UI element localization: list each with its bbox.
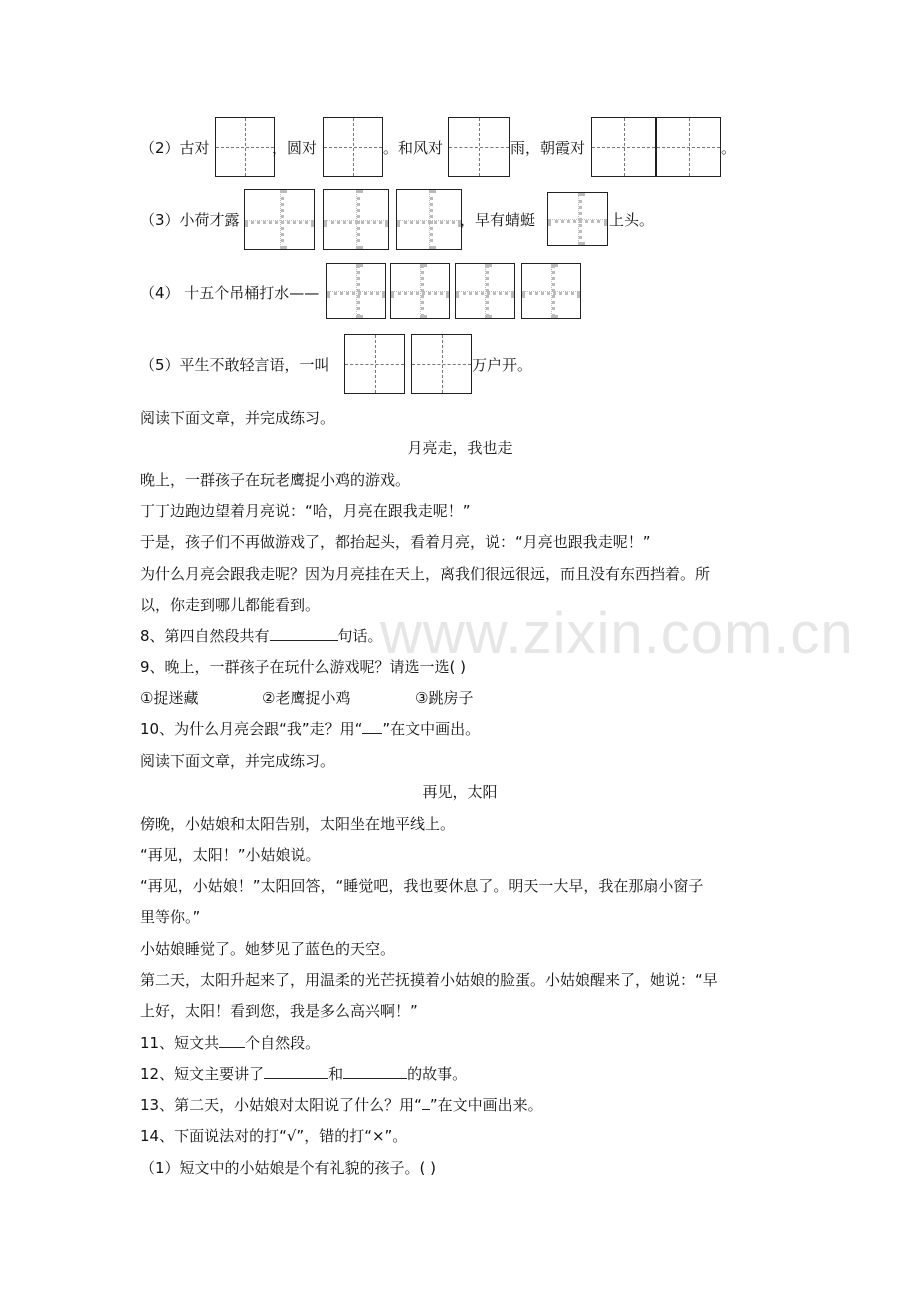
- reading2-paragraph: 第二天，太阳升起来了，用温柔的光芒抚摸着小姑娘的脸蛋。小姑娘醒来了，她说：“早: [140, 971, 718, 989]
- reading1-paragraph: 晚上，一群孩子在玩老鹰捉小鸡的游戏。: [140, 471, 411, 489]
- char-box[interactable]: [215, 117, 275, 177]
- question-9-options: [140, 688, 473, 708]
- char-box[interactable]: [521, 263, 581, 319]
- answer-blank[interactable]: [219, 1033, 245, 1048]
- q2-text-c: 。和风对: [383, 139, 444, 157]
- q8-text-a: 8、第四自然段共有: [140, 627, 270, 645]
- q2-text-a: （2）古对: [140, 139, 210, 157]
- q2-text-e: 。: [721, 139, 737, 157]
- question-14: 14、下面说法对的打“√”，错的打“×”。: [140, 1127, 408, 1145]
- reading1-title: 月亮走，我也走: [407, 439, 513, 457]
- q12-text-a: 12、短文主要讲了: [140, 1065, 265, 1083]
- q8-text-b: 句话。: [337, 627, 383, 645]
- reading2-paragraph: 傍晚，小姑娘和太阳告别，太阳坐在地平线上。: [140, 815, 456, 833]
- question-8: [140, 626, 383, 646]
- reading1-paragraph: 为什么月亮会跟我走呢？因为月亮挂在天上，离我们很远很远，而且没有东西挡着。所: [140, 565, 711, 583]
- watermark: www.zixin.com.cn: [380, 601, 854, 666]
- answer-blank[interactable]: [343, 1064, 407, 1079]
- reading2-paragraph: 上好，太阳！看到您，我是多么高兴啊！”: [140, 1002, 418, 1020]
- reading1-intro: 阅读下面文章，并完成练习。: [140, 409, 336, 427]
- question-10: [140, 719, 480, 739]
- char-box[interactable]: [411, 334, 472, 394]
- reading2-paragraph: “再见，太阳！”小姑娘说。: [140, 846, 321, 864]
- q3-text-b: ，早有蜻蜓: [460, 211, 536, 229]
- reading1-paragraph: 以，你走到哪儿都能看到。: [140, 596, 321, 614]
- question-12: [140, 1064, 467, 1084]
- char-box[interactable]: [591, 117, 656, 177]
- option-2[interactable]: ②老鹰捉小鸡: [262, 689, 351, 707]
- char-box[interactable]: [448, 117, 510, 177]
- char-box[interactable]: [656, 117, 721, 177]
- answer-blank[interactable]: [270, 626, 338, 641]
- q5-text-b: 万户开。: [472, 356, 533, 374]
- q10-text-a: 10、为什么月亮会跟“我”走？用“: [140, 720, 363, 738]
- q2-text-b: ，圆对: [272, 139, 318, 157]
- char-box[interactable]: [390, 263, 450, 319]
- reading2-paragraph: “再见，小姑娘！”太阳回答，“睡觉吧，我也要休息了。明天一大早，我在那扇小窗子: [140, 877, 704, 895]
- char-box[interactable]: [344, 334, 405, 394]
- underline-mark: [362, 719, 382, 734]
- underline-mark: [422, 1095, 430, 1110]
- q2-text-d: 雨，朝霞对: [510, 139, 586, 157]
- reading2-title: 再见，太阳: [422, 783, 498, 801]
- q5-text-a: （5）平生不敢轻言语，一叫: [140, 356, 330, 374]
- question-13: [140, 1095, 543, 1115]
- q11-text-a: 11、短文共: [140, 1034, 220, 1052]
- q4-text-a: （4） 十五个吊桶打水——: [140, 284, 320, 302]
- reading1-paragraph: 于是，孩子们不再做游戏了，都抬起头，看着月亮，说：“月亮也跟我走呢！”: [140, 533, 651, 551]
- q10-text-b: ”在文中画出。: [382, 720, 481, 738]
- char-box[interactable]: [244, 189, 315, 250]
- q12-text-c: 的故事。: [407, 1065, 468, 1083]
- char-box[interactable]: [547, 192, 608, 246]
- char-box[interactable]: [323, 117, 383, 177]
- reading2-paragraph: 小姑娘睡觉了。她梦见了蓝色的天空。: [140, 940, 396, 958]
- reading2-paragraph: 里等你。”: [140, 908, 201, 926]
- q3-text-c: 上头。: [609, 211, 655, 229]
- char-box[interactable]: [326, 263, 386, 319]
- char-box[interactable]: [323, 189, 389, 250]
- q11-text-b: 个自然段。: [245, 1034, 321, 1052]
- q13-text-b: ”在文中画出来。: [429, 1096, 543, 1114]
- option-1[interactable]: ①捉迷藏: [140, 689, 199, 707]
- option-3[interactable]: ③跳房子: [415, 689, 474, 707]
- reading2-intro: 阅读下面文章，并完成练习。: [140, 752, 336, 770]
- q13-text-a: 13、第二天，小姑娘对太阳说了什么？用“: [140, 1096, 422, 1114]
- char-box[interactable]: [396, 189, 462, 250]
- question-14-1: （1）短文中的小姑娘是个有礼貌的孩子。( ): [140, 1159, 437, 1177]
- question-9: 9、晚上，一群孩子在玩什么游戏呢？请选一选( ): [140, 658, 467, 676]
- char-box[interactable]: [455, 263, 515, 319]
- q12-text-b: 和: [328, 1065, 344, 1083]
- reading1-paragraph: 丁丁边跑边望着月亮说：“哈，月亮在跟我走呢！”: [140, 502, 471, 520]
- answer-blank[interactable]: [264, 1064, 328, 1079]
- q3-text-a: （3）小荷才露: [140, 211, 240, 229]
- question-11: [140, 1033, 320, 1053]
